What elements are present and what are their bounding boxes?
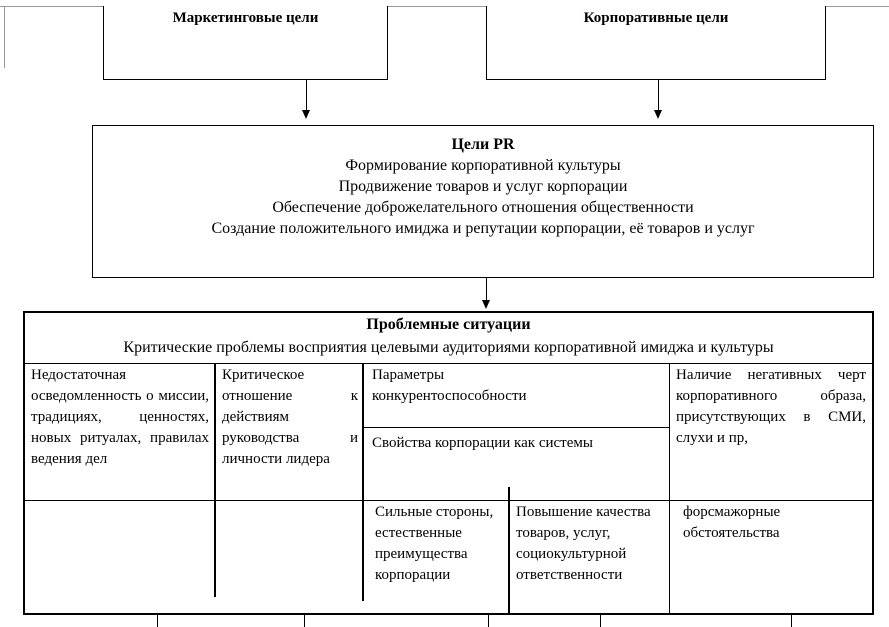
pr-goal-line: Создание положительного имиджа и репутации корпорации, её товаров и услуг — [211, 220, 755, 237]
col4-top-cell: Наличие негативных черт корпоративного образа, присутствующих в СМИ, слухи и пр, — [676, 367, 866, 446]
arrow-head-pr — [482, 300, 490, 309]
pr-goal-line: Продвижение товаров и услуг корпорации — [338, 178, 628, 195]
col-divider-1 — [214, 363, 216, 597]
marketing-goals-label: Маркетинговые цели — [172, 10, 319, 26]
header-divider — [24, 363, 873, 364]
left-edge-line — [4, 6, 5, 68]
down-line — [791, 615, 792, 627]
subcol-divider-v — [508, 487, 510, 615]
row-divider — [24, 500, 873, 501]
col2-cell: Критическое отношение к действиям руководства и личности лидера — [222, 367, 358, 467]
down-line — [600, 615, 601, 627]
col3-top-cell: Параметры конкурентоспособности — [372, 367, 527, 404]
down-line — [304, 615, 305, 627]
col3-mid-cell: Свойства корпорации как системы — [372, 435, 593, 451]
arrow-head-marketing — [302, 110, 310, 119]
marketing-goals-box — [103, 6, 388, 80]
down-line — [488, 615, 489, 627]
arrow-line-pr — [486, 278, 487, 300]
down-line — [157, 615, 158, 627]
col3-right-cell: Повышение качества товаров, услуг, социокультурной ответственности — [516, 504, 651, 583]
col-divider-2 — [362, 363, 364, 601]
pr-goals-title: Цели PR — [451, 136, 515, 153]
corporate-goals-label: Корпоративные цели — [583, 10, 729, 26]
col1-cell: Недостаточная осведомленность о миссии, традициях, ценностях, новых ритуалах, правилах ведения дел — [31, 367, 209, 467]
col4-bottom-cell: форсмажорные обстоятельства — [683, 504, 781, 541]
corporate-goals-box — [486, 6, 826, 80]
problems-subtitle: Критические проблемы восприятия целевыми аудиториями корпоративной имиджа и культуры — [123, 339, 774, 356]
col3-left-cell: Сильные стороны, естественные преимущества корпорации — [375, 504, 494, 583]
arrow-line-corporate — [658, 80, 659, 110]
subcol-divider-h — [363, 427, 669, 428]
arrow-line-marketing — [306, 80, 307, 110]
problems-title: Проблемные ситуации — [366, 316, 531, 333]
pr-goals-box — [92, 125, 874, 278]
col-divider-3 — [669, 363, 670, 615]
pr-goal-line: Формирование корпоративной культуры — [345, 157, 621, 174]
arrow-head-corporate — [654, 110, 662, 119]
pr-goal-line: Обеспечение доброжелательного отношения общественности — [272, 199, 694, 216]
